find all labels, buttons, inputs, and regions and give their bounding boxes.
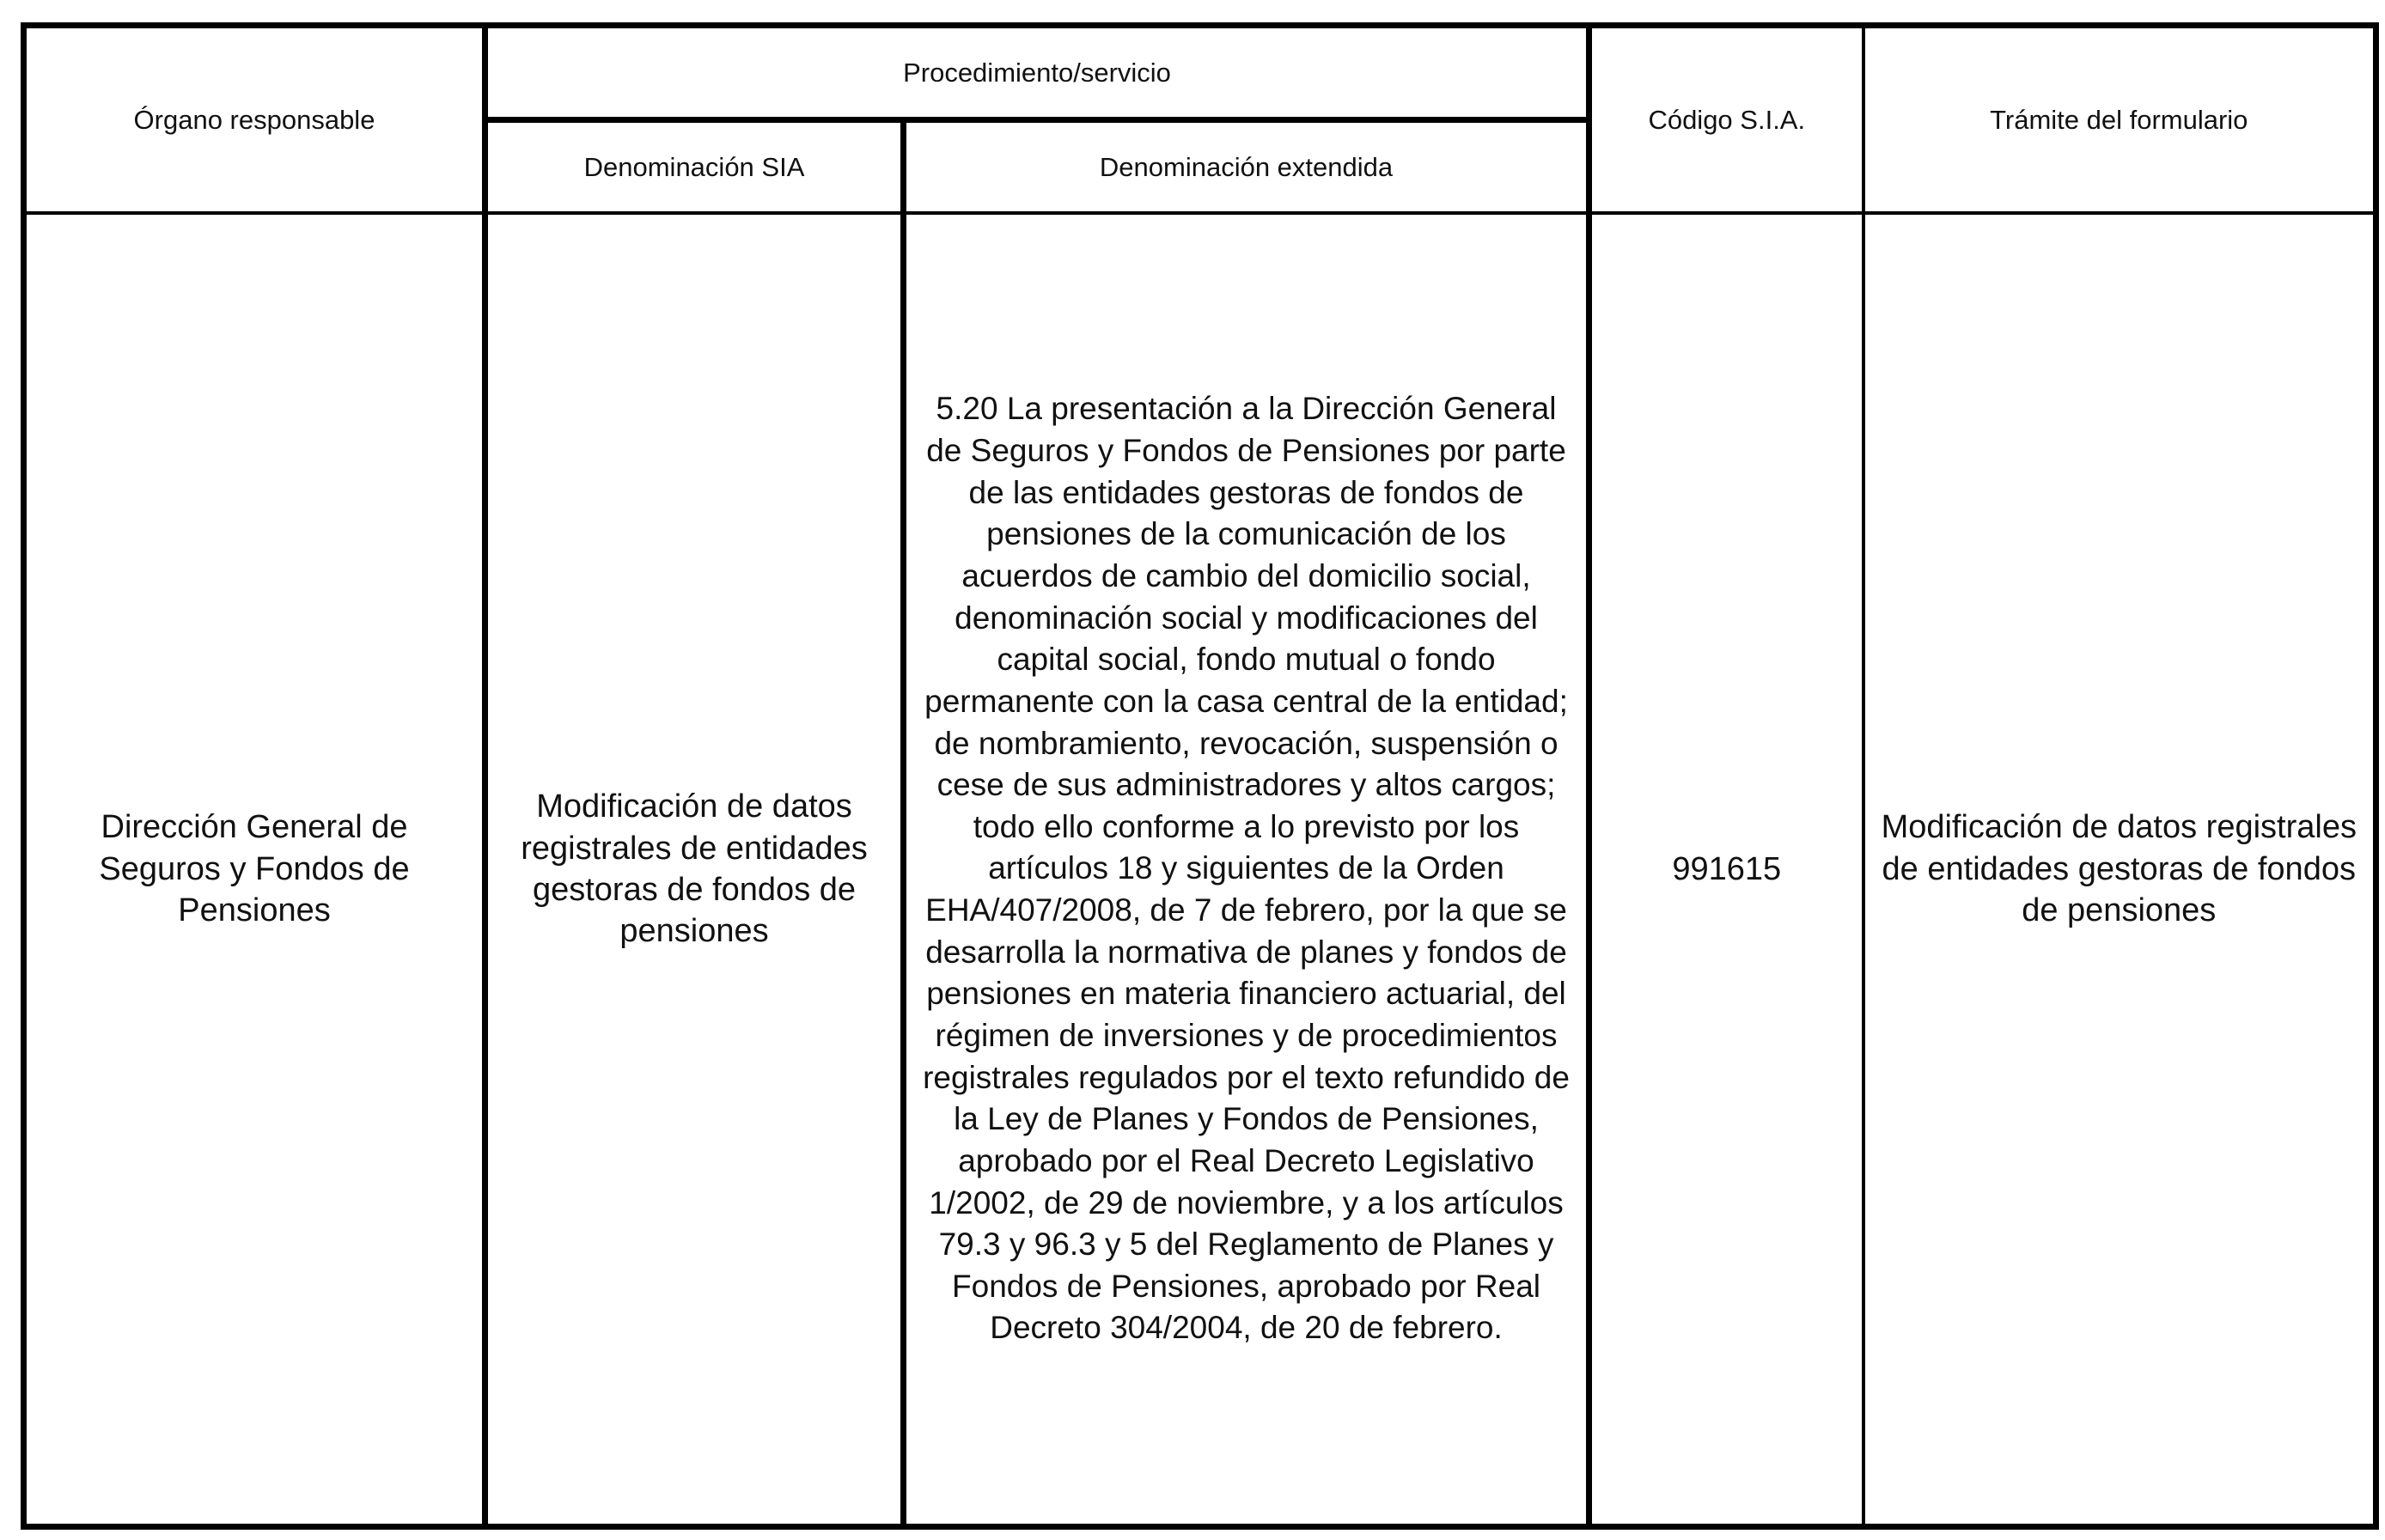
- cell-tramite: [1863, 213, 2376, 1527]
- header-row-top: [24, 26, 2376, 120]
- cell-denominacion-sia: [485, 213, 904, 1527]
- cell-denominacion-extendida: [904, 213, 1589, 1527]
- table-row: [24, 213, 2376, 1527]
- header-organo-label: Órgano responsable: [133, 104, 375, 135]
- header-denominacion-extendida-label: Denominación extendida: [1099, 151, 1394, 182]
- header-procedimiento-label: Procedimiento/servicio: [903, 57, 1171, 88]
- header-organo-responsable: [24, 26, 485, 213]
- header-codigo-sia: [1589, 26, 1863, 213]
- cell-organo-text: Dirección General de Seguros y Fondos de Pensiones: [99, 809, 410, 928]
- cell-tramite-text: Modificación de datos registrales de entidades gestoras de fondos de pensiones: [1881, 809, 2357, 928]
- cell-organo: [24, 213, 485, 1527]
- header-procedimiento-servicio: [485, 26, 1589, 120]
- header-tramite-formulario: [1863, 26, 2376, 213]
- header-codigo-label: Código S.I.A.: [1648, 104, 1806, 135]
- cell-denominacion-extendida-text: 5.20 La presentación a la Dirección General de Seguros y Fondos de Pensiones por parte de las entidades gestoras de fondos de pensiones de la comunicación de los acuerdos de cambio del domicilio social, denominación social y modificaciones del capital social, fondo mutual o fondo permanente con la casa central de la entidad; de nombramiento, revocación, suspensión o cese de sus administradores y altos cargos; todo ello conforme a lo previsto por los artículos 18 y siguientes de la Orden EHA/407/2008, de 7 de febrero, por la que se desarrolla la normativa de planes y fondos de pensiones en materia financiero actuarial, del régimen de inversiones y de procedimientos registrales regulados por el texto refundido de la Ley de Planes y Fondos de Pensiones, aprobado por el Real Decreto Legislativo 1/2002, de 29 de noviembre, y a los artículos 79.3 y 96.3 y 5 del Reglamento de Planes y Fondos de Pensiones, aprobado por Real Decreto 304/2004, de 20 de febrero.: [923, 391, 1570, 1346]
- cell-codigo-text: 991615: [1672, 850, 1782, 887]
- cell-denominacion-sia-text: Modificación de datos registrales de entidades gestoras de fondos de pensiones: [521, 788, 868, 949]
- header-denominacion-sia: [485, 120, 904, 213]
- procedures-table: [21, 22, 2379, 1530]
- cell-codigo: [1589, 213, 1863, 1527]
- header-tramite-label: Trámite del formulario: [1990, 104, 2248, 135]
- header-denominacion-sia-label: Denominación SIA: [583, 151, 805, 182]
- header-denominacion-extendida: [904, 120, 1589, 213]
